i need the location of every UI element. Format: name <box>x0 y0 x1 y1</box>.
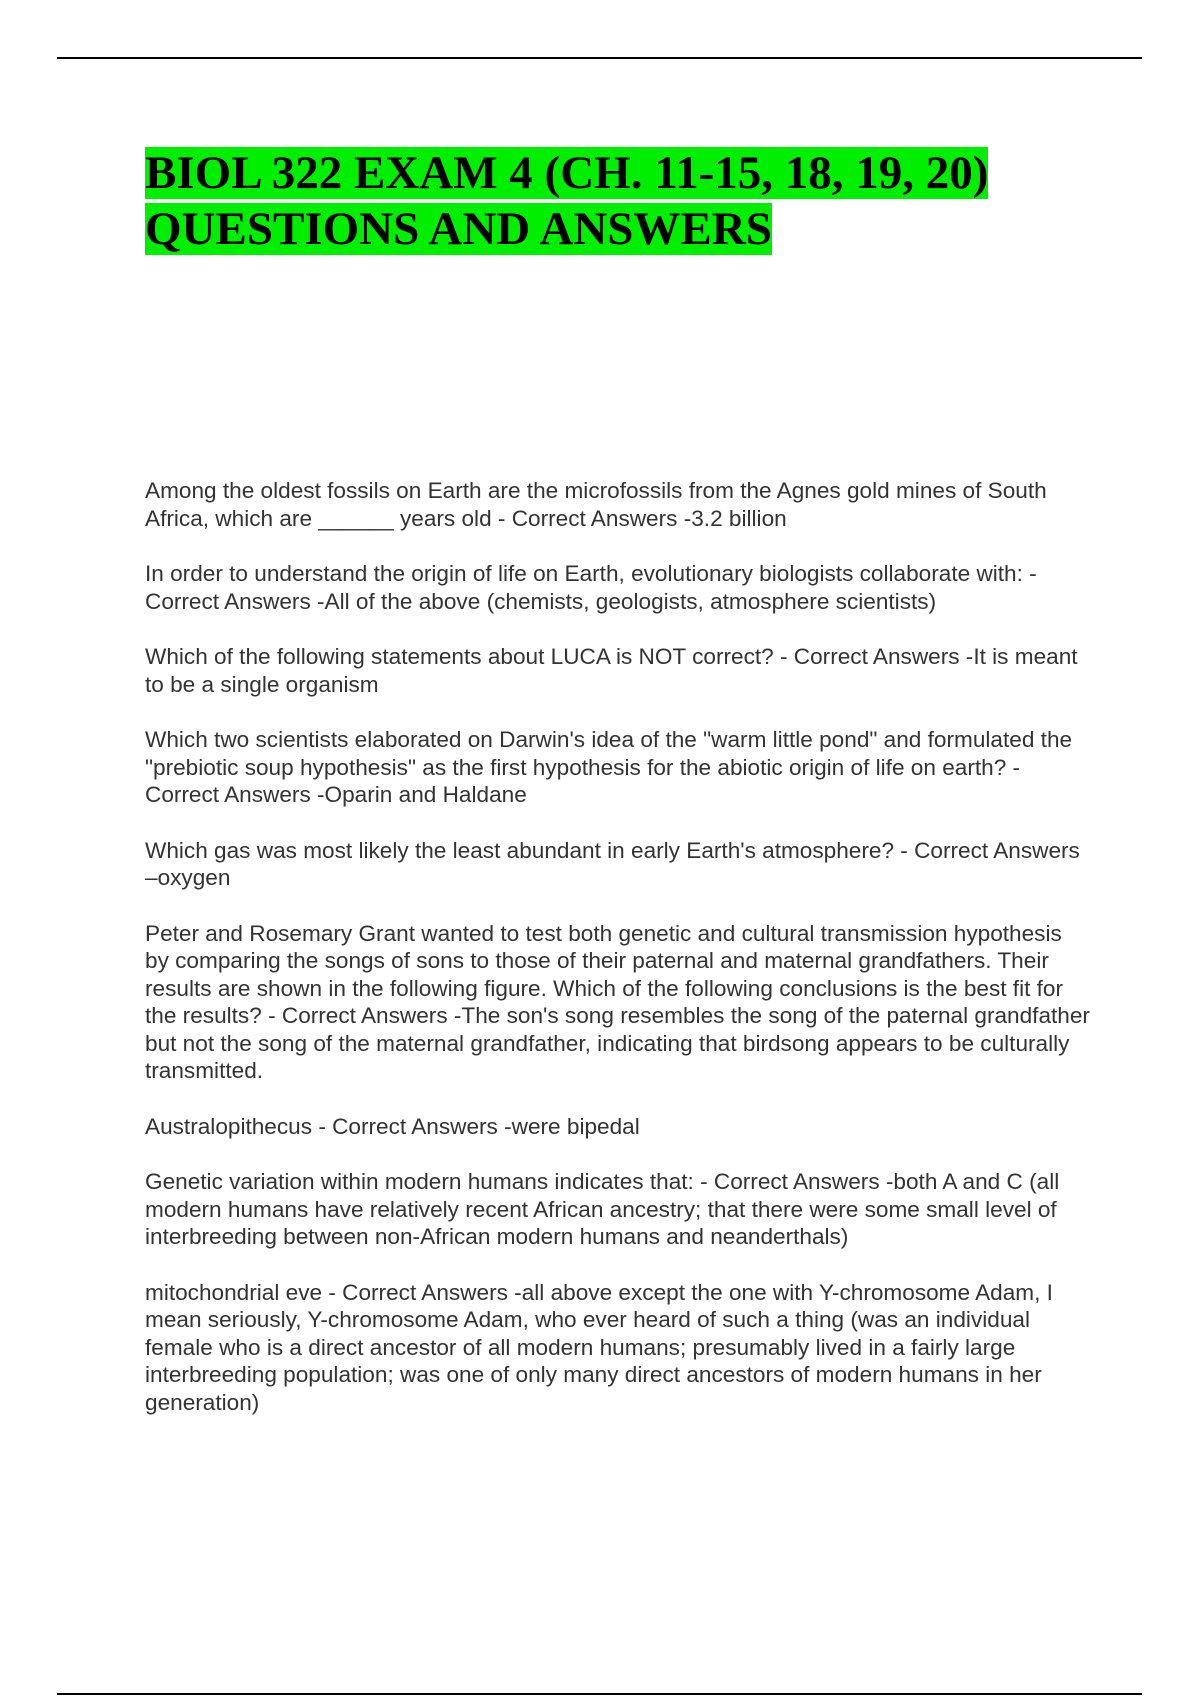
header-rule <box>57 57 1142 59</box>
qa-item: Which two scientists elaborated on Darwin's idea of the "warm little pond" and formulated the "prebiotic soup hypothesis" as the first hypothesis for the abiotic origin of life on earth? - Correct Answers -Oparin and Haldane <box>145 727 1073 807</box>
qa-item: Australopithecus - Correct Answers -were bipedal <box>145 1113 640 1139</box>
qa-list <box>145 477 1090 1444</box>
qa-item: In order to understand the origin of life on Earth, evolutionary biologists collaborate with: - Correct Answers -All of the above (chemists, geologists, atmosphere scientists) <box>145 561 1037 614</box>
qa-item: Among the oldest fossils on Earth are the microfossils from the Agnes gold mines of South Africa, which are ______ years old - Correct Answers -3.2 billion <box>145 478 1047 531</box>
qa-item: mitochondrial eve - Correct Answers -all above except the one with Y-chromosome Adam, I mean seriously, Y-chromosome Adam, who ever heard of such a thing (was an individual female who is a direct ancestor of all modern humans; presumably lived in a fairly large interbreeding population; was one of only many direct ancestors of modern humans in her generation) <box>145 1279 1053 1415</box>
title-line-2: QUESTIONS AND ANSWERS <box>145 203 772 255</box>
footer-rule <box>57 1693 1142 1695</box>
qa-item: Peter and Rosemary Grant wanted to test both genetic and cultural transmission hypothesis by comparing the songs of sons to those of their paternal and maternal grandfathers. Their results are shown in the following figure. Which of the following conclusions is the best fit for the results? - Correct Answers -The son's song resembles the song of the paternal grandfather but not the song of the maternal grandfather, indicating that birdsong appears to be culturally transmitted. <box>145 920 1090 1083</box>
qa-item: Which of the following statements about LUCA is NOT correct? - Correct Answers -It is meant to be a single organism <box>145 644 1078 697</box>
qa-item: Which gas was most likely the least abundant in early Earth's atmosphere? - Correct Answers –oxygen <box>145 837 1080 890</box>
qa-item: Genetic variation within modern humans indicates that: - Correct Answers -both A and C (all modern humans have relatively recent African ancestry; that there were some small level of interbreeding between non-African modern humans and neanderthals) <box>145 1169 1060 1249</box>
title-line-1: BIOL 322 EXAM 4 (CH. 11-15, 18, 19, 20) <box>145 147 989 199</box>
document-title <box>145 145 1105 257</box>
